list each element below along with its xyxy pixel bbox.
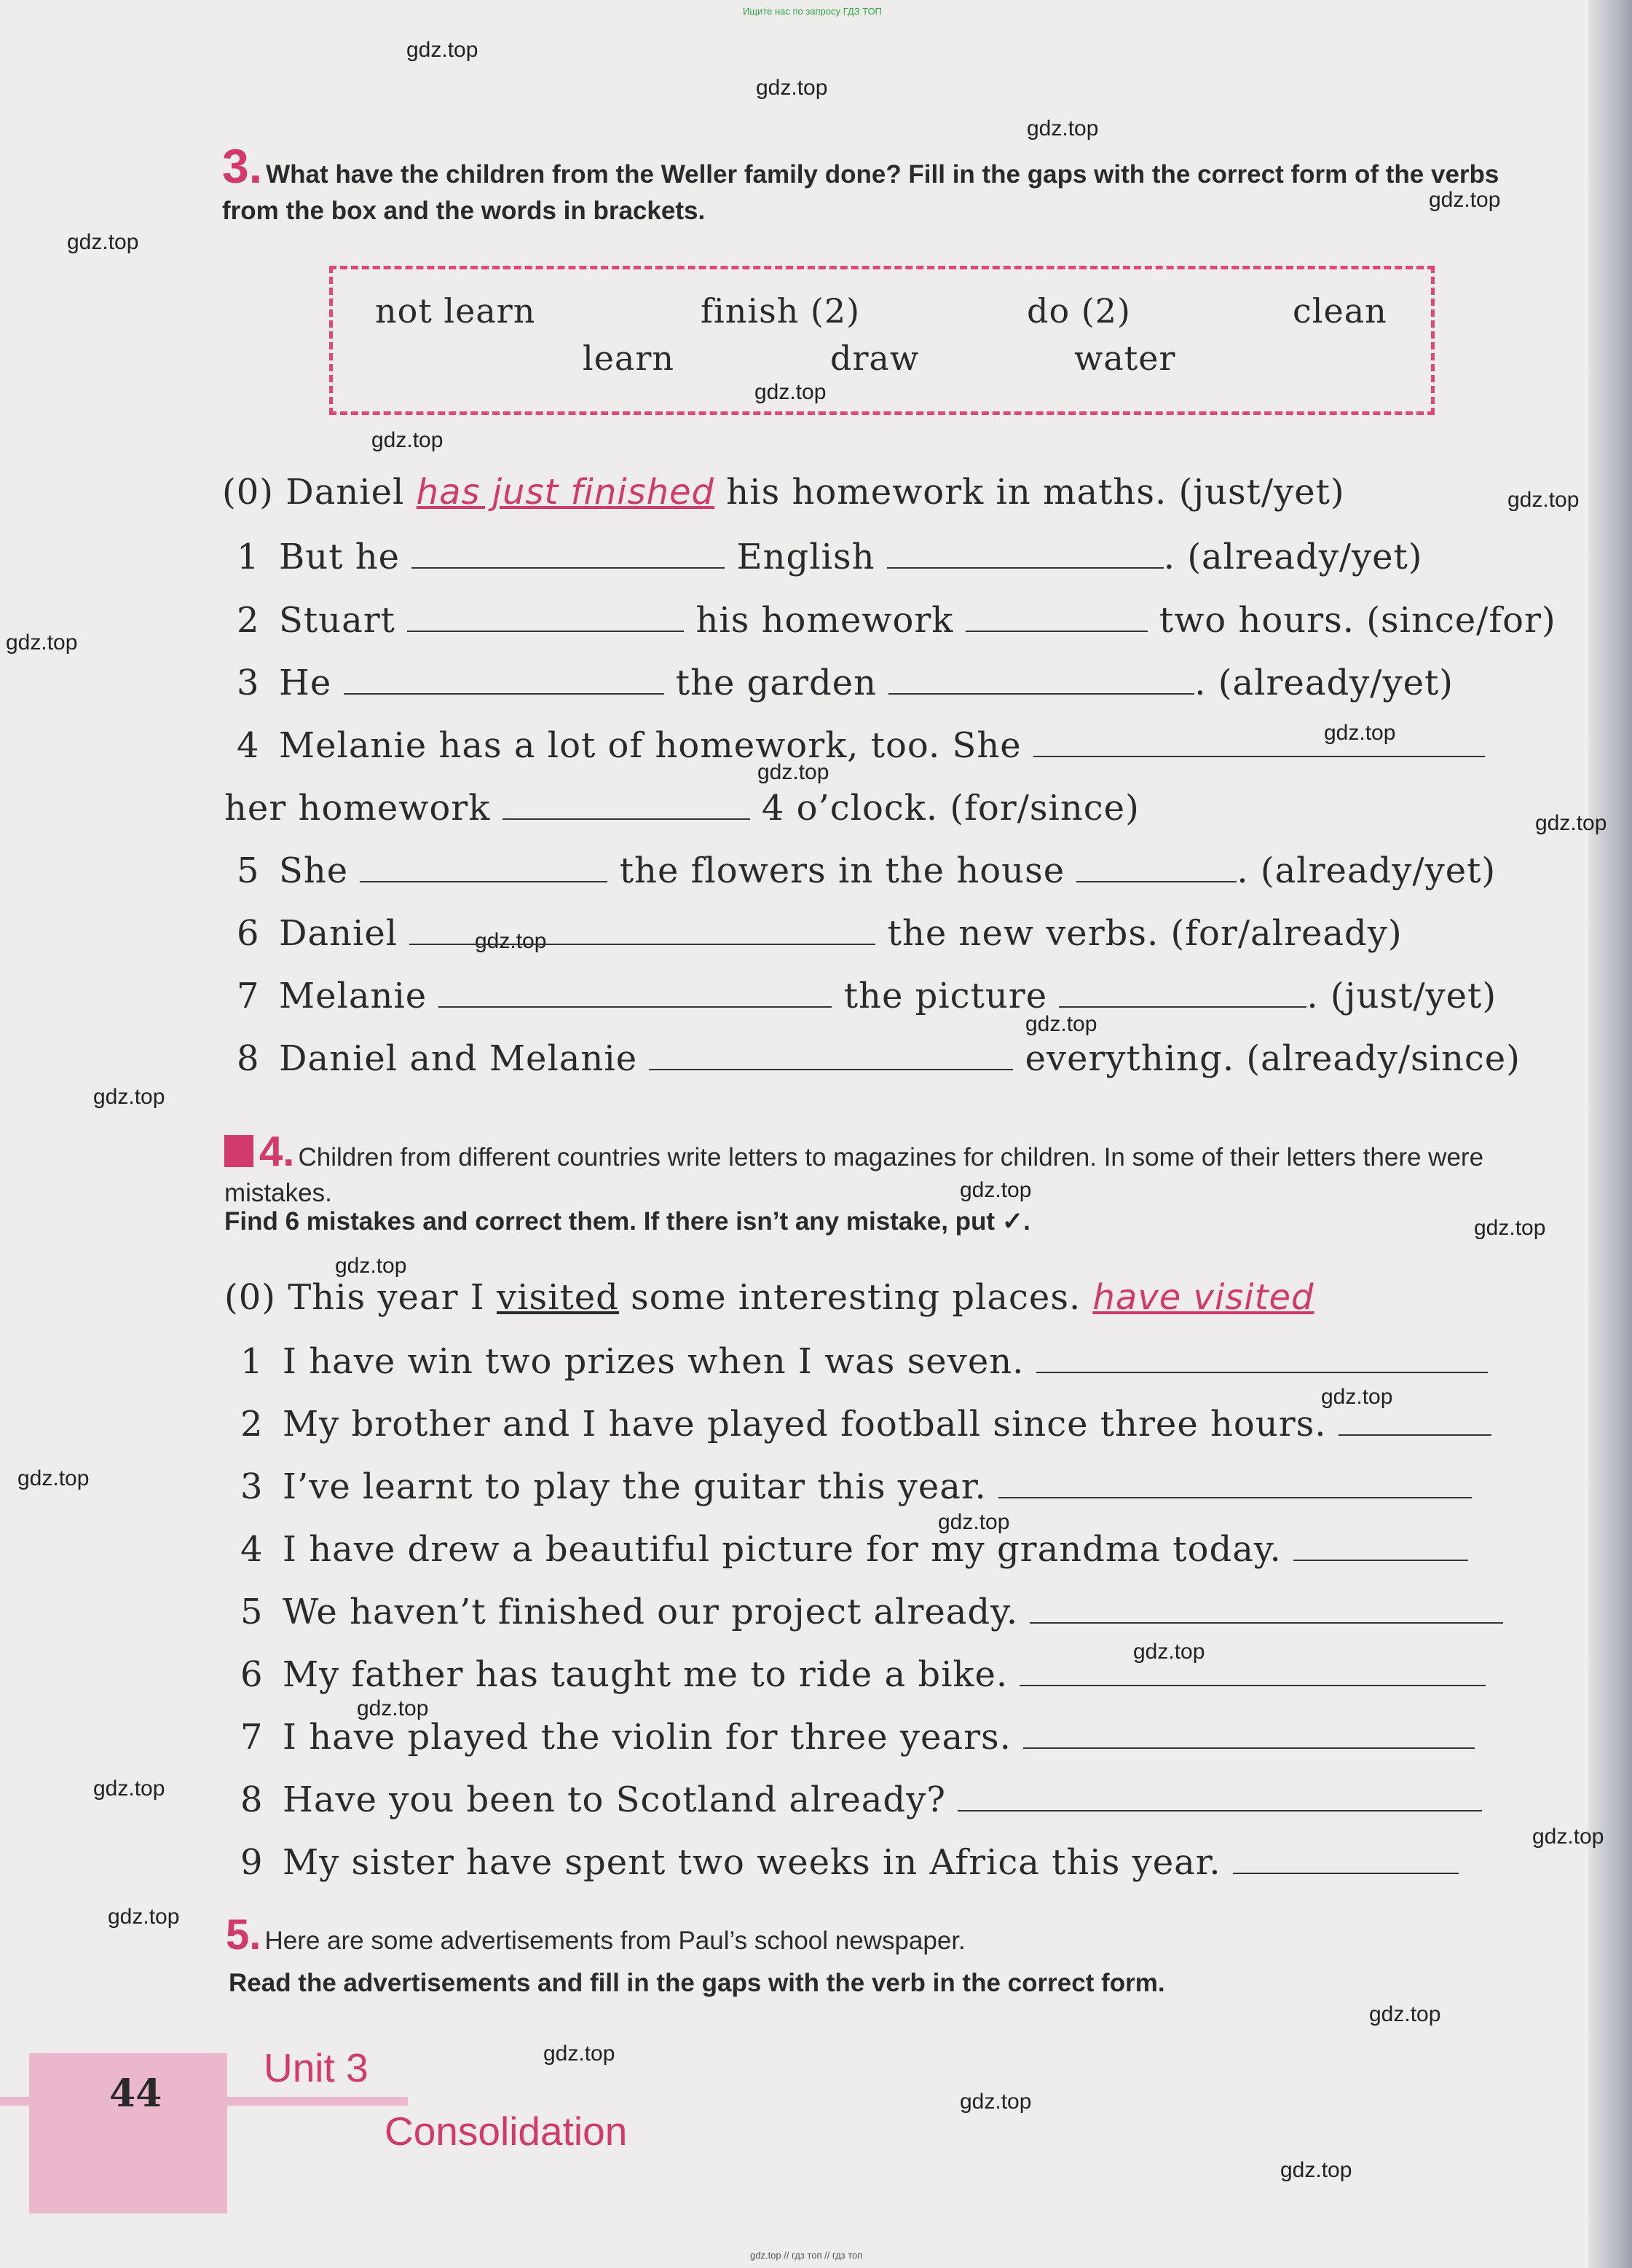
item-number: 6 xyxy=(240,1654,264,1695)
exclamation-icon xyxy=(224,1135,253,1167)
text: Stuart xyxy=(279,600,395,641)
item-number: 2 xyxy=(240,1404,264,1445)
item-number: 2 xyxy=(237,600,260,641)
item-number: 8 xyxy=(240,1779,264,1820)
exercise-number: 4. xyxy=(259,1128,295,1175)
item-number: 7 xyxy=(240,1717,264,1758)
item-number: 6 xyxy=(237,913,260,954)
text: This year I xyxy=(288,1277,485,1318)
footer-bar xyxy=(0,2097,408,2106)
watermark: gdz.top xyxy=(543,2042,615,2066)
text: My brother and I have played football since three hours. xyxy=(283,1404,1327,1445)
watermark: gdz.top xyxy=(357,1696,429,1720)
text: My father has taught me to ride a bike. xyxy=(283,1654,1009,1695)
box-word: finish (2) xyxy=(701,291,861,331)
item-number: 4 xyxy=(237,725,260,766)
exercise-3-item xyxy=(237,535,1423,577)
box-word: learn xyxy=(583,339,674,378)
text: Have you been to Scotland already? xyxy=(283,1779,946,1820)
answer-gap[interactable] xyxy=(1059,974,1306,1008)
exercise-4-example xyxy=(224,1277,1314,1318)
watermark: gdz.top xyxy=(93,1777,165,1801)
watermark: gdz.top xyxy=(1429,188,1501,212)
item-number: 1 xyxy=(237,537,260,577)
exercise-4-instruction xyxy=(224,1127,1542,1211)
text: Daniel xyxy=(285,472,405,513)
watermark: gdz.top xyxy=(1507,488,1580,512)
text: We haven’t finished our project already. xyxy=(283,1592,1019,1632)
answer-gap[interactable] xyxy=(966,598,1148,632)
watermark: gdz.top xyxy=(1027,116,1099,141)
answer-gap[interactable] xyxy=(649,1037,1013,1070)
answer-gap[interactable] xyxy=(1030,1590,1503,1624)
answer-gap[interactable] xyxy=(1076,849,1237,882)
exercise-4-item xyxy=(240,1715,1475,1758)
watermark: gdz.top xyxy=(108,1905,180,1929)
text: Melanie xyxy=(279,976,427,1016)
page-number: 44 xyxy=(109,2071,162,2116)
answer-gap[interactable] xyxy=(502,786,750,820)
exercise-4-item xyxy=(240,1590,1503,1632)
watermark: gdz.top xyxy=(1280,2158,1352,2182)
watermark: gdz.top xyxy=(1321,1385,1393,1409)
item-number: 5 xyxy=(240,1592,264,1632)
watermark: gdz.top xyxy=(938,1510,1010,1534)
watermark: gdz.top xyxy=(1532,1825,1604,1849)
answer-gap[interactable] xyxy=(887,535,1164,569)
exercise-number: 5. xyxy=(226,1911,261,1959)
text: his homework xyxy=(695,600,954,641)
watermark: gdz.top xyxy=(756,76,828,100)
top-note: Ищите нас по запросу ГДЗ ТОП xyxy=(743,6,882,17)
text: two hours. (since/for) xyxy=(1159,600,1556,641)
text: everything. (already/since) xyxy=(1025,1038,1521,1079)
instruction-text: Here are some advertisements from Paul’s school newspaper. xyxy=(264,1927,966,1955)
item-number: 7 xyxy=(237,976,260,1016)
exercise-number: 3. xyxy=(222,139,263,193)
exercise-5-instruction xyxy=(226,1911,1544,1959)
watermark: gdz.top xyxy=(757,760,829,784)
text: her homework xyxy=(224,788,491,829)
text: I have played the violin for three years. xyxy=(283,1717,1012,1758)
section-title: Consolidation xyxy=(385,2109,628,2154)
answer-gap[interactable] xyxy=(407,598,684,632)
watermark: gdz.top xyxy=(1474,1216,1546,1240)
watermark: gdz.top xyxy=(371,428,444,452)
text: the flowers in the house xyxy=(619,850,1065,891)
answer-gap[interactable] xyxy=(344,661,664,695)
watermark: gdz.top xyxy=(406,38,478,62)
exercise-3-item xyxy=(237,1037,1521,1079)
example-answer: have visited xyxy=(1092,1277,1314,1318)
item-number: (0) xyxy=(224,1277,276,1318)
instruction-text: Children from different countries write letters to magazines for children. In some of their letters there were mistakes. xyxy=(224,1143,1484,1207)
exercise-3-item xyxy=(237,724,1485,766)
exercise-4-item xyxy=(240,1402,1491,1445)
instruction-text-bold: Find 6 mistakes and correct them. If there isn’t any mistake, put ✓. xyxy=(224,1207,1030,1236)
watermark: gdz.top xyxy=(93,1085,165,1109)
bottom-note: gdz.top // гдз топ // гдз топ xyxy=(750,2250,863,2261)
watermark: gdz.top xyxy=(335,1254,407,1278)
answer-gap[interactable] xyxy=(411,535,725,569)
item-number: 9 xyxy=(240,1842,264,1883)
answer-gap[interactable] xyxy=(998,1465,1472,1498)
exercise-3-item-continued xyxy=(224,786,1140,829)
text: the new verbs. (for/already) xyxy=(887,913,1403,954)
text: He xyxy=(279,663,332,703)
exercise-3-item xyxy=(237,661,1454,703)
text: She xyxy=(279,850,349,891)
exercise-4-item xyxy=(240,1528,1468,1570)
answer-gap[interactable] xyxy=(438,974,832,1008)
answer-gap[interactable] xyxy=(409,912,875,945)
watermark: gdz.top xyxy=(17,1466,90,1490)
watermark: gdz.top xyxy=(960,2090,1032,2114)
watermark: gdz.top xyxy=(475,929,547,953)
exercise-3-example xyxy=(222,472,1345,513)
item-number: 1 xyxy=(240,1341,264,1382)
item-number: 3 xyxy=(240,1466,264,1507)
text: Daniel and Melanie xyxy=(279,1038,638,1079)
watermark: gdz.top xyxy=(1324,721,1396,745)
watermark: gdz.top xyxy=(1133,1640,1205,1664)
watermark: gdz.top xyxy=(1369,2002,1441,2026)
answer-gap[interactable] xyxy=(888,661,1194,695)
answer-gap[interactable] xyxy=(1339,1402,1491,1436)
watermark: gdz.top xyxy=(1025,1012,1097,1036)
item-number: 8 xyxy=(237,1038,260,1079)
text: . (already/yet) xyxy=(1163,537,1423,577)
exercise-4-item xyxy=(240,1340,1488,1382)
exercise-3-instruction xyxy=(222,138,1540,229)
exercise-3-item xyxy=(237,912,1403,954)
underlined-word: visited xyxy=(497,1277,619,1318)
text: Daniel xyxy=(279,913,398,954)
instruction-text-bold: Read the advertisements and fill in the gaps with the verb in the correct form. xyxy=(229,1969,1165,1997)
page-edge xyxy=(1588,0,1632,2268)
item-number: 5 xyxy=(237,850,260,891)
exercise-3-item xyxy=(237,974,1497,1016)
box-word: do (2) xyxy=(1027,291,1131,331)
example-answer: has just finished xyxy=(416,472,715,513)
exercise-3-item xyxy=(237,598,1556,641)
item-number: 4 xyxy=(240,1529,264,1570)
item-number: 3 xyxy=(237,663,260,703)
exercise-4-item xyxy=(240,1841,1459,1883)
answer-gap[interactable] xyxy=(1233,1841,1459,1874)
answer-gap[interactable] xyxy=(360,849,607,882)
watermark: gdz.top xyxy=(754,380,827,404)
text: the picture xyxy=(843,976,1048,1016)
text: My sister have spent two weeks in Africa this year. xyxy=(283,1842,1221,1883)
text: . (already/yet) xyxy=(1194,663,1454,703)
exercise-3-item xyxy=(237,849,1496,891)
watermark: gdz.top xyxy=(1535,811,1607,835)
text: some interesting places. xyxy=(631,1277,1081,1318)
unit-title: Unit 3 xyxy=(264,2045,368,2090)
exercise-4-item xyxy=(240,1465,1472,1507)
watermark: gdz.top xyxy=(960,1178,1032,1202)
text: I’ve learnt to play the guitar this year. xyxy=(283,1466,987,1507)
watermark: gdz.top xyxy=(67,230,139,254)
answer-gap[interactable] xyxy=(958,1778,1482,1811)
item-number: (0) xyxy=(222,472,274,513)
exercise-4-item xyxy=(240,1778,1482,1820)
text: Melanie has a lot of homework, too. She xyxy=(279,725,1022,766)
text: his homework in maths. (just/yet) xyxy=(726,472,1345,513)
box-word: clean xyxy=(1293,291,1387,331)
answer-gap[interactable] xyxy=(1020,1653,1486,1686)
answer-gap[interactable] xyxy=(1293,1528,1468,1561)
text: I have drew a beautiful picture for my grandma today. xyxy=(283,1529,1282,1570)
answer-gap[interactable] xyxy=(1036,1340,1488,1373)
text: But he xyxy=(279,537,401,577)
box-word: water xyxy=(1074,339,1176,378)
answer-gap[interactable] xyxy=(1023,1715,1475,1749)
text: 4 o’clock. (for/since) xyxy=(761,788,1140,829)
box-word: draw xyxy=(830,339,920,378)
text: I have win two prizes when I was seven. xyxy=(283,1341,1025,1382)
instruction-text: What have the children from the Weller family done? Fill in the gaps with the correct form of the verbs from the box and the words in brackets. xyxy=(222,160,1499,225)
text: the garden xyxy=(675,663,877,703)
text: . (already/yet) xyxy=(1237,850,1497,891)
answer-gap[interactable] xyxy=(1033,724,1485,757)
box-word: not learn xyxy=(375,291,536,331)
watermark: gdz.top xyxy=(6,631,78,655)
exercise-4-item xyxy=(240,1653,1486,1695)
text: English xyxy=(736,537,875,577)
text: . (just/yet) xyxy=(1306,976,1497,1016)
